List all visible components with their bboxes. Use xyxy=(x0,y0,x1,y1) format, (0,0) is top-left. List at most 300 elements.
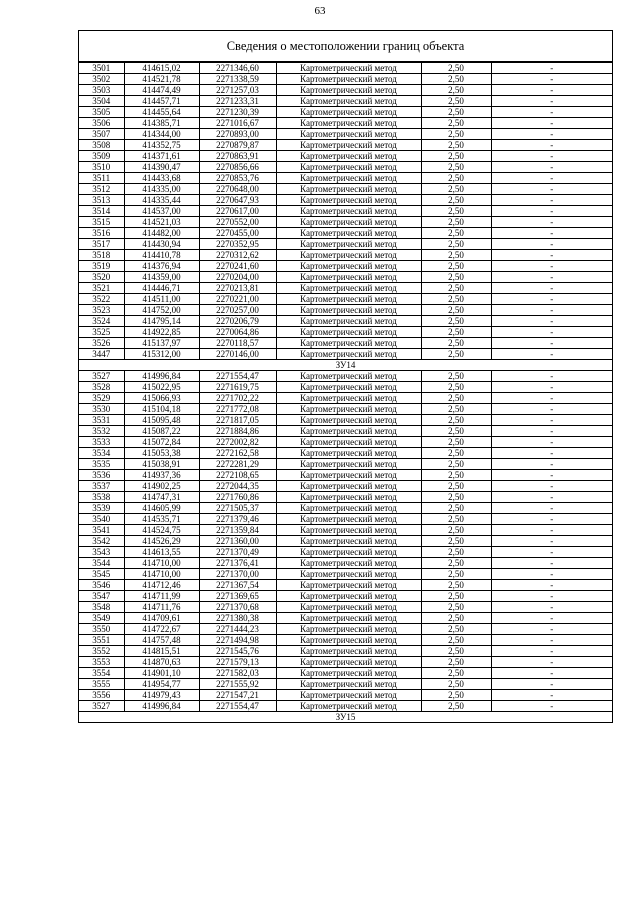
accuracy-cell: 2,50 xyxy=(421,228,491,239)
coordinates-table xyxy=(79,62,612,723)
description-cell: - xyxy=(491,393,612,404)
y-coordinate-cell: 2270204,00 xyxy=(199,272,276,283)
table-row xyxy=(79,140,612,151)
method-cell: Картометрический метод xyxy=(276,239,421,250)
point-number-cell: 3515 xyxy=(79,217,124,228)
description-cell: - xyxy=(491,316,612,327)
x-coordinate-cell: 414712,46 xyxy=(124,580,199,591)
method-cell: Картометрический метод xyxy=(276,206,421,217)
table-row xyxy=(79,294,612,305)
description-cell: - xyxy=(491,349,612,360)
x-coordinate-cell: 414711,76 xyxy=(124,602,199,613)
method-cell: Картометрический метод xyxy=(276,580,421,591)
accuracy-cell: 2,50 xyxy=(421,151,491,162)
point-number-cell: 3513 xyxy=(79,195,124,206)
table-row xyxy=(79,690,612,701)
x-coordinate-cell: 415087,22 xyxy=(124,426,199,437)
y-coordinate-cell: 2271370,49 xyxy=(199,547,276,558)
method-cell: Картометрический метод xyxy=(276,701,421,712)
point-number-cell: 3527 xyxy=(79,701,124,712)
accuracy-cell: 2,50 xyxy=(421,426,491,437)
point-number-cell: 3510 xyxy=(79,162,124,173)
description-cell: - xyxy=(491,690,612,701)
accuracy-cell: 2,50 xyxy=(421,327,491,338)
y-coordinate-cell: 2271772,08 xyxy=(199,404,276,415)
point-number-cell: 3511 xyxy=(79,173,124,184)
y-coordinate-cell: 2270352,95 xyxy=(199,239,276,250)
y-coordinate-cell: 2270312,62 xyxy=(199,250,276,261)
x-coordinate-cell: 414979,43 xyxy=(124,690,199,701)
point-number-cell: 3534 xyxy=(79,448,124,459)
method-cell: Картометрический метод xyxy=(276,338,421,349)
point-number-cell: 3517 xyxy=(79,239,124,250)
x-coordinate-cell: 414605,99 xyxy=(124,503,199,514)
description-cell: - xyxy=(491,217,612,228)
y-coordinate-cell: 2270213,81 xyxy=(199,283,276,294)
point-number-cell: 3501 xyxy=(79,63,124,74)
accuracy-cell: 2,50 xyxy=(421,624,491,635)
point-number-cell: 3502 xyxy=(79,74,124,85)
y-coordinate-cell: 2271370,00 xyxy=(199,569,276,580)
point-number-cell: 3528 xyxy=(79,382,124,393)
table-row xyxy=(79,239,612,250)
description-cell: - xyxy=(491,371,612,382)
accuracy-cell: 2,50 xyxy=(421,657,491,668)
table-row xyxy=(79,272,612,283)
y-coordinate-cell: 2272002,82 xyxy=(199,437,276,448)
point-number-cell: 3550 xyxy=(79,624,124,635)
point-number-cell: 3547 xyxy=(79,591,124,602)
table-row xyxy=(79,316,612,327)
description-cell: - xyxy=(491,195,612,206)
method-cell: Картометрический метод xyxy=(276,536,421,547)
x-coordinate-cell: 415072,84 xyxy=(124,437,199,448)
x-coordinate-cell: 414711,99 xyxy=(124,591,199,602)
accuracy-cell: 2,50 xyxy=(421,74,491,85)
x-coordinate-cell: 415053,38 xyxy=(124,448,199,459)
y-coordinate-cell: 2271359,84 xyxy=(199,525,276,536)
x-coordinate-cell: 414937,36 xyxy=(124,470,199,481)
y-coordinate-cell: 2272108,65 xyxy=(199,470,276,481)
y-coordinate-cell: 2271230,39 xyxy=(199,107,276,118)
table-row xyxy=(79,118,612,129)
x-coordinate-cell: 414709,61 xyxy=(124,613,199,624)
coordinates-table-body xyxy=(79,63,612,723)
method-cell: Картометрический метод xyxy=(276,558,421,569)
table-row xyxy=(79,613,612,624)
y-coordinate-cell: 2271582,03 xyxy=(199,668,276,679)
point-number-cell: 3536 xyxy=(79,470,124,481)
accuracy-cell: 2,50 xyxy=(421,118,491,129)
table-row xyxy=(79,580,612,591)
y-coordinate-cell: 2272281,29 xyxy=(199,459,276,470)
y-coordinate-cell: 2272162,58 xyxy=(199,448,276,459)
table-row xyxy=(79,569,612,580)
x-coordinate-cell: 415137,97 xyxy=(124,338,199,349)
method-cell: Картометрический метод xyxy=(276,470,421,481)
description-cell: - xyxy=(491,118,612,129)
method-cell: Картометрический метод xyxy=(276,228,421,239)
description-cell: - xyxy=(491,536,612,547)
y-coordinate-cell: 2270879,87 xyxy=(199,140,276,151)
x-coordinate-cell: 414344,00 xyxy=(124,129,199,140)
y-coordinate-cell: 2270648,00 xyxy=(199,184,276,195)
section-row xyxy=(79,712,612,723)
table-row xyxy=(79,162,612,173)
x-coordinate-cell: 414757,48 xyxy=(124,635,199,646)
method-cell: Картометрический метод xyxy=(276,195,421,206)
table-row xyxy=(79,415,612,426)
x-coordinate-cell: 414996,84 xyxy=(124,371,199,382)
description-cell: - xyxy=(491,646,612,657)
table-row xyxy=(79,107,612,118)
table-row xyxy=(79,327,612,338)
x-coordinate-cell: 414511,00 xyxy=(124,294,199,305)
method-cell: Картометрический метод xyxy=(276,679,421,690)
x-coordinate-cell: 414524,75 xyxy=(124,525,199,536)
point-number-cell: 3504 xyxy=(79,96,124,107)
y-coordinate-cell: 2271233,31 xyxy=(199,96,276,107)
accuracy-cell: 2,50 xyxy=(421,316,491,327)
y-coordinate-cell: 2271444,23 xyxy=(199,624,276,635)
table-title: Сведения о местоположении границ объекта xyxy=(79,31,612,62)
x-coordinate-cell: 414433,68 xyxy=(124,173,199,184)
x-coordinate-cell: 414901,10 xyxy=(124,668,199,679)
accuracy-cell: 2,50 xyxy=(421,85,491,96)
method-cell: Картометрический метод xyxy=(276,602,421,613)
method-cell: Картометрический метод xyxy=(276,569,421,580)
x-coordinate-cell: 414902,25 xyxy=(124,481,199,492)
method-cell: Картометрический метод xyxy=(276,437,421,448)
description-cell: - xyxy=(491,294,612,305)
description-cell: - xyxy=(491,107,612,118)
accuracy-cell: 2,50 xyxy=(421,63,491,74)
point-number-cell: 3509 xyxy=(79,151,124,162)
point-number-cell: 3548 xyxy=(79,602,124,613)
accuracy-cell: 2,50 xyxy=(421,536,491,547)
x-coordinate-cell: 414335,00 xyxy=(124,184,199,195)
description-cell: - xyxy=(491,184,612,195)
table-row xyxy=(79,74,612,85)
method-cell: Картометрический метод xyxy=(276,294,421,305)
y-coordinate-cell: 2271376,41 xyxy=(199,558,276,569)
point-number-cell: 3545 xyxy=(79,569,124,580)
table-row xyxy=(79,536,612,547)
point-number-cell: 3530 xyxy=(79,404,124,415)
y-coordinate-cell: 2271619,75 xyxy=(199,382,276,393)
description-cell: - xyxy=(491,250,612,261)
description-cell: - xyxy=(491,514,612,525)
y-coordinate-cell: 2270863,91 xyxy=(199,151,276,162)
x-coordinate-cell: 414371,61 xyxy=(124,151,199,162)
method-cell: Картометрический метод xyxy=(276,349,421,360)
description-cell: - xyxy=(491,173,612,184)
description-cell: - xyxy=(491,613,612,624)
description-cell: - xyxy=(491,404,612,415)
method-cell: Картометрический метод xyxy=(276,261,421,272)
point-number-cell: 3555 xyxy=(79,679,124,690)
table-row xyxy=(79,228,612,239)
x-coordinate-cell: 414482,00 xyxy=(124,228,199,239)
y-coordinate-cell: 2271554,47 xyxy=(199,701,276,712)
accuracy-cell: 2,50 xyxy=(421,646,491,657)
description-cell: - xyxy=(491,558,612,569)
description-cell: - xyxy=(491,635,612,646)
accuracy-cell: 2,50 xyxy=(421,404,491,415)
x-coordinate-cell: 414613,55 xyxy=(124,547,199,558)
point-number-cell: 3551 xyxy=(79,635,124,646)
section-row xyxy=(79,360,612,371)
description-cell: - xyxy=(491,492,612,503)
table-row xyxy=(79,426,612,437)
method-cell: Картометрический метод xyxy=(276,426,421,437)
accuracy-cell: 2,50 xyxy=(421,690,491,701)
point-number-cell: 3506 xyxy=(79,118,124,129)
accuracy-cell: 2,50 xyxy=(421,635,491,646)
method-cell: Картометрический метод xyxy=(276,217,421,228)
point-number-cell: 3553 xyxy=(79,657,124,668)
point-number-cell: 3542 xyxy=(79,536,124,547)
method-cell: Картометрический метод xyxy=(276,382,421,393)
point-number-cell: 3552 xyxy=(79,646,124,657)
accuracy-cell: 2,50 xyxy=(421,184,491,195)
table-row xyxy=(79,448,612,459)
point-number-cell: 3523 xyxy=(79,305,124,316)
table-row xyxy=(79,503,612,514)
description-cell: - xyxy=(491,448,612,459)
method-cell: Картометрический метод xyxy=(276,162,421,173)
x-coordinate-cell: 414521,03 xyxy=(124,217,199,228)
method-cell: Картометрический метод xyxy=(276,96,421,107)
method-cell: Картометрический метод xyxy=(276,547,421,558)
accuracy-cell: 2,50 xyxy=(421,668,491,679)
y-coordinate-cell: 2270647,93 xyxy=(199,195,276,206)
x-coordinate-cell: 414352,75 xyxy=(124,140,199,151)
table-row xyxy=(79,338,612,349)
method-cell: Картометрический метод xyxy=(276,448,421,459)
y-coordinate-cell: 2270893,00 xyxy=(199,129,276,140)
x-coordinate-cell: 414996,84 xyxy=(124,701,199,712)
method-cell: Картометрический метод xyxy=(276,129,421,140)
page-number: 63 xyxy=(314,5,326,17)
y-coordinate-cell: 2271370,68 xyxy=(199,602,276,613)
method-cell: Картометрический метод xyxy=(276,525,421,536)
description-cell: - xyxy=(491,503,612,514)
y-coordinate-cell: 2271380,38 xyxy=(199,613,276,624)
description-cell: - xyxy=(491,470,612,481)
method-cell: Картометрический метод xyxy=(276,371,421,382)
y-coordinate-cell: 2270257,00 xyxy=(199,305,276,316)
description-cell: - xyxy=(491,437,612,448)
method-cell: Картометрический метод xyxy=(276,63,421,74)
table-row xyxy=(79,558,612,569)
y-coordinate-cell: 2271338,59 xyxy=(199,74,276,85)
method-cell: Картометрический метод xyxy=(276,272,421,283)
method-cell: Картометрический метод xyxy=(276,668,421,679)
accuracy-cell: 2,50 xyxy=(421,547,491,558)
x-coordinate-cell: 414359,00 xyxy=(124,272,199,283)
y-coordinate-cell: 2271547,21 xyxy=(199,690,276,701)
point-number-cell: 3532 xyxy=(79,426,124,437)
accuracy-cell: 2,50 xyxy=(421,558,491,569)
description-cell: - xyxy=(491,426,612,437)
x-coordinate-cell: 414446,71 xyxy=(124,283,199,294)
table-row xyxy=(79,371,612,382)
x-coordinate-cell: 414537,00 xyxy=(124,206,199,217)
description-cell: - xyxy=(491,162,612,173)
x-coordinate-cell: 415038,91 xyxy=(124,459,199,470)
y-coordinate-cell: 2270146,00 xyxy=(199,349,276,360)
y-coordinate-cell: 2271817,05 xyxy=(199,415,276,426)
accuracy-cell: 2,50 xyxy=(421,393,491,404)
point-number-cell: 3505 xyxy=(79,107,124,118)
x-coordinate-cell: 414385,71 xyxy=(124,118,199,129)
accuracy-cell: 2,50 xyxy=(421,206,491,217)
table-row xyxy=(79,437,612,448)
y-coordinate-cell: 2270206,79 xyxy=(199,316,276,327)
y-coordinate-cell: 2271367,54 xyxy=(199,580,276,591)
x-coordinate-cell: 414526,29 xyxy=(124,536,199,547)
y-coordinate-cell: 2271016,67 xyxy=(199,118,276,129)
point-number-cell: 3525 xyxy=(79,327,124,338)
y-coordinate-cell: 2271369,65 xyxy=(199,591,276,602)
method-cell: Картометрический метод xyxy=(276,140,421,151)
method-cell: Картометрический метод xyxy=(276,316,421,327)
point-number-cell: 3527 xyxy=(79,371,124,382)
description-cell: - xyxy=(491,140,612,151)
y-coordinate-cell: 2270118,57 xyxy=(199,338,276,349)
point-number-cell: 3554 xyxy=(79,668,124,679)
point-number-cell: 3518 xyxy=(79,250,124,261)
point-number-cell: 3533 xyxy=(79,437,124,448)
table-row xyxy=(79,646,612,657)
table-row xyxy=(79,206,612,217)
description-cell: - xyxy=(491,602,612,613)
point-number-cell: 3520 xyxy=(79,272,124,283)
x-coordinate-cell: 414457,71 xyxy=(124,96,199,107)
accuracy-cell: 2,50 xyxy=(421,437,491,448)
method-cell: Картометрический метод xyxy=(276,283,421,294)
description-cell: - xyxy=(491,151,612,162)
x-coordinate-cell: 414752,00 xyxy=(124,305,199,316)
table-row xyxy=(79,184,612,195)
y-coordinate-cell: 2271257,03 xyxy=(199,85,276,96)
description-cell: - xyxy=(491,261,612,272)
accuracy-cell: 2,50 xyxy=(421,261,491,272)
table-row xyxy=(79,305,612,316)
section-label: ЗУ14 xyxy=(79,360,612,371)
method-cell: Картометрический метод xyxy=(276,492,421,503)
description-cell: - xyxy=(491,305,612,316)
description-cell: - xyxy=(491,85,612,96)
y-coordinate-cell: 2271555,92 xyxy=(199,679,276,690)
x-coordinate-cell: 414795,14 xyxy=(124,316,199,327)
y-coordinate-cell: 2270853,76 xyxy=(199,173,276,184)
accuracy-cell: 2,50 xyxy=(421,96,491,107)
point-number-cell: 3524 xyxy=(79,316,124,327)
table-row xyxy=(79,195,612,206)
point-number-cell: 3516 xyxy=(79,228,124,239)
method-cell: Картометрический метод xyxy=(276,173,421,184)
accuracy-cell: 2,50 xyxy=(421,613,491,624)
method-cell: Картометрический метод xyxy=(276,690,421,701)
table-row xyxy=(79,459,612,470)
x-coordinate-cell: 415104,18 xyxy=(124,404,199,415)
table-row xyxy=(79,261,612,272)
description-cell: - xyxy=(491,547,612,558)
description-cell: - xyxy=(491,569,612,580)
table-row xyxy=(79,151,612,162)
point-number-cell: 3556 xyxy=(79,690,124,701)
table-row xyxy=(79,602,612,613)
method-cell: Картометрический метод xyxy=(276,74,421,85)
y-coordinate-cell: 2271554,47 xyxy=(199,371,276,382)
y-coordinate-cell: 2270856,66 xyxy=(199,162,276,173)
method-cell: Картометрический метод xyxy=(276,646,421,657)
point-number-cell: 3508 xyxy=(79,140,124,151)
point-number-cell: 3537 xyxy=(79,481,124,492)
x-coordinate-cell: 414455,64 xyxy=(124,107,199,118)
method-cell: Картометрический метод xyxy=(276,305,421,316)
y-coordinate-cell: 2271360,00 xyxy=(199,536,276,547)
x-coordinate-cell: 414815,51 xyxy=(124,646,199,657)
y-coordinate-cell: 2271545,76 xyxy=(199,646,276,657)
description-cell: - xyxy=(491,63,612,74)
table-row xyxy=(79,547,612,558)
method-cell: Картометрический метод xyxy=(276,107,421,118)
description-cell: - xyxy=(491,624,612,635)
point-number-cell: 3544 xyxy=(79,558,124,569)
accuracy-cell: 2,50 xyxy=(421,415,491,426)
table-row xyxy=(79,514,612,525)
y-coordinate-cell: 2270221,00 xyxy=(199,294,276,305)
x-coordinate-cell: 415022,95 xyxy=(124,382,199,393)
method-cell: Картометрический метод xyxy=(276,481,421,492)
y-coordinate-cell: 2271346,60 xyxy=(199,63,276,74)
table-row xyxy=(79,492,612,503)
method-cell: Картометрический метод xyxy=(276,591,421,602)
y-coordinate-cell: 2270552,00 xyxy=(199,217,276,228)
accuracy-cell: 2,50 xyxy=(421,283,491,294)
table-row xyxy=(79,624,612,635)
method-cell: Картометрический метод xyxy=(276,393,421,404)
table-row xyxy=(79,63,612,74)
point-number-cell: 3522 xyxy=(79,294,124,305)
x-coordinate-cell: 414474,49 xyxy=(124,85,199,96)
accuracy-cell: 2,50 xyxy=(421,679,491,690)
x-coordinate-cell: 415095,48 xyxy=(124,415,199,426)
accuracy-cell: 2,50 xyxy=(421,525,491,536)
accuracy-cell: 2,50 xyxy=(421,382,491,393)
point-number-cell: 3519 xyxy=(79,261,124,272)
y-coordinate-cell: 2271505,37 xyxy=(199,503,276,514)
coordinates-table-frame xyxy=(78,30,613,723)
method-cell: Картометрический метод xyxy=(276,459,421,470)
description-cell: - xyxy=(491,668,612,679)
description-cell: - xyxy=(491,679,612,690)
x-coordinate-cell: 414615,02 xyxy=(124,63,199,74)
point-number-cell: 3538 xyxy=(79,492,124,503)
table-row xyxy=(79,404,612,415)
description-cell: - xyxy=(491,525,612,536)
table-row xyxy=(79,217,612,228)
y-coordinate-cell: 2271379,46 xyxy=(199,514,276,525)
table-row xyxy=(79,382,612,393)
accuracy-cell: 2,50 xyxy=(421,272,491,283)
point-number-cell: 3535 xyxy=(79,459,124,470)
accuracy-cell: 2,50 xyxy=(421,701,491,712)
accuracy-cell: 2,50 xyxy=(421,173,491,184)
